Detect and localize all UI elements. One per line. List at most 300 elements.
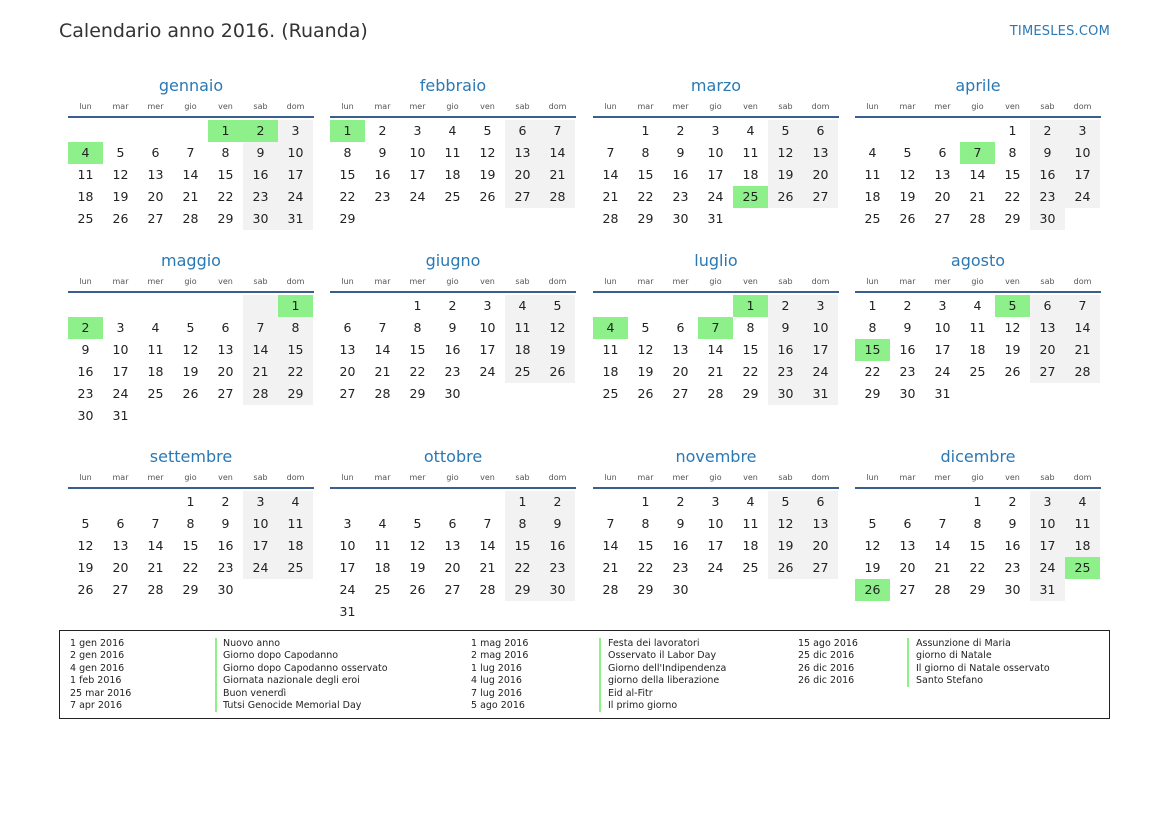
weekday-header: sab: [253, 277, 268, 286]
day-cell: 3: [483, 298, 492, 313]
day-cell: 26: [637, 386, 654, 401]
day-cell: 24: [1039, 560, 1056, 575]
weekday-header: ven: [743, 102, 758, 111]
day-cell: 30: [77, 408, 94, 423]
day-cell: 8: [746, 320, 755, 335]
day-cell: 7: [606, 145, 615, 160]
weekday-header: sab: [253, 473, 268, 482]
day-cell: 19: [899, 189, 916, 204]
day-cell: 30: [777, 386, 794, 401]
weekday-header: sab: [1040, 102, 1055, 111]
day-cell: 23: [672, 189, 689, 204]
legend-date: 2 gen 2016: [70, 650, 125, 662]
holiday-day-cell: 25: [1065, 557, 1100, 579]
legend-holiday-name: Giornata nazionale degli eroi: [223, 675, 360, 687]
day-cell: 26: [112, 211, 129, 226]
weekday-header: ven: [218, 473, 233, 482]
day-cell: 14: [374, 342, 391, 357]
day-cell: 15: [969, 538, 986, 553]
day-cell: 22: [864, 364, 881, 379]
day-cell: 11: [602, 342, 619, 357]
day-cell: 17: [707, 538, 724, 553]
day-cell: 23: [777, 364, 794, 379]
day-cell: 11: [147, 342, 164, 357]
holiday-day-cell: 25: [733, 186, 768, 208]
day-cell: 25: [864, 211, 881, 226]
day-cell: 3: [343, 516, 352, 531]
day-cell: 19: [479, 167, 496, 182]
day-cell: 1: [641, 123, 650, 138]
weekday-header: mar: [374, 277, 391, 286]
day-cell: 25: [77, 211, 94, 226]
day-cell: 3: [711, 494, 720, 509]
day-cell: 27: [339, 386, 356, 401]
day-cell: 13: [339, 342, 356, 357]
day-cell: 24: [339, 582, 356, 597]
weekday-header: dom: [811, 277, 830, 286]
day-cell: 2: [448, 298, 457, 313]
day-cell: 30: [444, 386, 461, 401]
day-cell: 17: [409, 167, 426, 182]
day-cell: 21: [374, 364, 391, 379]
weekday-header: lun: [79, 102, 92, 111]
day-cell: 20: [217, 364, 234, 379]
day-cell: 22: [514, 560, 531, 575]
day-cell: 14: [1074, 320, 1091, 335]
day-cell: 12: [77, 538, 94, 553]
weekday-header: lun: [866, 277, 879, 286]
day-cell: 11: [77, 167, 94, 182]
day-cell: 20: [514, 167, 531, 182]
day-cell: 5: [413, 516, 422, 531]
day-cell: 18: [742, 538, 759, 553]
day-cell: 19: [777, 538, 794, 553]
day-cell: 2: [1008, 494, 1017, 509]
weekday-header: mer: [147, 277, 164, 286]
weekday-header: dom: [286, 102, 305, 111]
month-rule: [68, 116, 314, 118]
day-cell: 13: [899, 538, 916, 553]
day-cell: 8: [186, 516, 195, 531]
day-cell: 18: [147, 364, 164, 379]
day-cell: 15: [742, 342, 759, 357]
day-cell: 2: [221, 494, 230, 509]
day-cell: 16: [77, 364, 94, 379]
day-cell: 7: [378, 320, 387, 335]
day-cell: 8: [343, 145, 352, 160]
day-cell: 27: [112, 582, 129, 597]
day-cell: 9: [676, 516, 685, 531]
day-cell: 17: [707, 167, 724, 182]
day-cell: 9: [256, 145, 265, 160]
weekday-header: lun: [341, 102, 354, 111]
day-cell: 24: [287, 189, 304, 204]
day-cell: 27: [812, 189, 829, 204]
day-cell: 27: [934, 211, 951, 226]
legend-date: 1 mag 2016: [471, 638, 529, 649]
day-cell: 1: [868, 298, 877, 313]
day-cell: 29: [637, 582, 654, 597]
day-cell: 16: [899, 342, 916, 357]
day-cell: 6: [448, 516, 457, 531]
legend-holiday-name: Buon venerdì: [223, 687, 287, 699]
day-cell: 17: [1074, 167, 1091, 182]
weekday-header: mer: [934, 102, 951, 111]
day-cell: 13: [217, 342, 234, 357]
day-cell: 18: [1074, 538, 1091, 553]
day-cell: 9: [903, 320, 912, 335]
weekday-header: lun: [604, 473, 617, 482]
day-cell: 29: [339, 211, 356, 226]
day-cell: 4: [291, 494, 300, 509]
day-cell: 7: [186, 145, 195, 160]
day-cell: 30: [672, 211, 689, 226]
day-cell: 27: [514, 189, 531, 204]
day-cell: 13: [147, 167, 164, 182]
day-cell: 12: [899, 167, 916, 182]
month-rule: [593, 487, 839, 489]
day-cell: 6: [903, 516, 912, 531]
day-cell: 14: [602, 167, 619, 182]
day-cell: 26: [899, 211, 916, 226]
day-cell: 22: [742, 364, 759, 379]
holiday-day-cell: 4: [68, 142, 103, 164]
day-cell: 10: [1074, 145, 1091, 160]
day-cell: 10: [479, 320, 496, 335]
month-rule: [593, 291, 839, 293]
holiday-day-cell: 7: [698, 317, 733, 339]
day-cell: 24: [479, 364, 496, 379]
holiday-day-cell: 2: [68, 317, 103, 339]
day-cell: 6: [816, 123, 825, 138]
day-cell: 26: [777, 189, 794, 204]
day-cell: 19: [549, 342, 566, 357]
day-cell: 30: [1039, 211, 1056, 226]
day-cell: 9: [1043, 145, 1052, 160]
day-cell: 25: [287, 560, 304, 575]
month-rule: [330, 291, 576, 293]
day-cell: 21: [182, 189, 199, 204]
day-cell: 25: [147, 386, 164, 401]
day-cell: 30: [1004, 582, 1021, 597]
weekday-header: ven: [1005, 102, 1020, 111]
day-cell: 10: [707, 145, 724, 160]
weekday-header: dom: [548, 102, 567, 111]
day-cell: 26: [777, 560, 794, 575]
day-cell: 3: [413, 123, 422, 138]
day-cell: 20: [934, 189, 951, 204]
weekday-header: ven: [480, 473, 495, 482]
weekday-header: mar: [637, 277, 654, 286]
day-cell: 22: [182, 560, 199, 575]
day-cell: 14: [934, 538, 951, 553]
weekday-header: lun: [866, 473, 879, 482]
legend-date: 1 lug 2016: [471, 662, 522, 674]
day-cell: 21: [707, 364, 724, 379]
day-cell: 10: [707, 516, 724, 531]
legend-date: 15 ago 2016: [798, 638, 858, 649]
day-cell: 4: [518, 298, 527, 313]
legend-date: 4 lug 2016: [471, 675, 522, 687]
day-cell: 12: [182, 342, 199, 357]
legend-holiday-name: Osservato il Labor Day: [608, 650, 717, 662]
day-cell: 20: [812, 167, 829, 182]
day-cell: 17: [934, 342, 951, 357]
day-cell: 11: [742, 516, 759, 531]
day-cell: 29: [217, 211, 234, 226]
month-name: dicembre: [940, 447, 1016, 466]
day-cell: 26: [1004, 364, 1021, 379]
day-cell: 29: [409, 386, 426, 401]
day-cell: 8: [641, 516, 650, 531]
month-luglio: [593, 250, 839, 440]
day-cell: 31: [339, 604, 356, 619]
legend-holiday-name: Il giorno di Natale osservato: [916, 662, 1050, 674]
day-cell: 13: [112, 538, 129, 553]
day-cell: 18: [969, 342, 986, 357]
page-title: Calendario anno 2016. (Ruanda): [59, 20, 368, 42]
legend-date: 2 mag 2016: [471, 650, 529, 662]
legend-bar-2: [599, 638, 601, 712]
day-cell: 4: [868, 145, 877, 160]
day-cell: 22: [339, 189, 356, 204]
day-cell: 21: [549, 167, 566, 182]
brand-link[interactable]: TIMESLES.COM: [1009, 24, 1110, 39]
weekday-header: mar: [374, 473, 391, 482]
weekday-header: mer: [147, 102, 164, 111]
day-cell: 26: [409, 582, 426, 597]
month-rule: [855, 487, 1101, 489]
day-cell: 11: [287, 516, 304, 531]
day-cell: 5: [781, 494, 790, 509]
month-agosto: [855, 250, 1101, 440]
day-cell: 31: [707, 211, 724, 226]
day-cell: 14: [549, 145, 566, 160]
day-cell: 6: [343, 320, 352, 335]
day-cell: 12: [864, 538, 881, 553]
weekday-header: gio: [971, 277, 984, 286]
day-cell: 18: [602, 364, 619, 379]
day-cell: 23: [252, 189, 269, 204]
month-name: settembre: [149, 447, 233, 466]
legend-holiday-name: Giorno dopo Capodanno osservato: [223, 662, 388, 674]
legend-bar-3: [907, 638, 909, 687]
day-cell: 18: [514, 342, 531, 357]
month-name: giugno: [425, 251, 481, 270]
day-cell: 23: [374, 189, 391, 204]
day-cell: 26: [182, 386, 199, 401]
day-cell: 23: [899, 364, 916, 379]
day-cell: 16: [777, 342, 794, 357]
weekday-header: mar: [112, 102, 129, 111]
day-cell: 4: [1078, 494, 1087, 509]
day-cell: 15: [1004, 167, 1021, 182]
day-cell: 28: [147, 582, 164, 597]
month-name: gennaio: [158, 76, 224, 95]
weekday-header: sab: [515, 277, 530, 286]
day-cell: 11: [742, 145, 759, 160]
day-cell: 10: [252, 516, 269, 531]
day-cell: 10: [1039, 516, 1056, 531]
day-cell: 13: [444, 538, 461, 553]
day-cell: 7: [606, 516, 615, 531]
day-cell: 28: [549, 189, 566, 204]
holiday-day-cell: 1: [733, 295, 768, 317]
day-cell: 14: [147, 538, 164, 553]
day-cell: 24: [812, 364, 829, 379]
day-cell: 24: [409, 189, 426, 204]
month-name: novembre: [675, 447, 757, 466]
day-cell: 12: [777, 145, 794, 160]
day-cell: 2: [676, 494, 685, 509]
day-cell: 3: [711, 123, 720, 138]
day-cell: 18: [742, 167, 759, 182]
day-cell: 31: [1039, 582, 1056, 597]
day-cell: 17: [287, 167, 304, 182]
day-cell: 21: [252, 364, 269, 379]
weekday-header: sab: [778, 473, 793, 482]
weekday-header: sab: [778, 102, 793, 111]
day-cell: 13: [1039, 320, 1056, 335]
day-cell: 25: [742, 560, 759, 575]
day-cell: 9: [378, 145, 387, 160]
day-cell: 21: [147, 560, 164, 575]
day-cell: 28: [479, 582, 496, 597]
legend-date: 26 dic 2016: [798, 675, 855, 687]
day-cell: 12: [1004, 320, 1021, 335]
day-cell: 20: [112, 560, 129, 575]
weekday-header: mar: [899, 277, 916, 286]
day-cell: 17: [1039, 538, 1056, 553]
holiday-day-cell: 2: [243, 120, 278, 142]
day-cell: 29: [742, 386, 759, 401]
day-cell: 20: [672, 364, 689, 379]
day-cell: 19: [112, 189, 129, 204]
day-cell: 12: [479, 145, 496, 160]
day-cell: 14: [182, 167, 199, 182]
day-cell: 27: [1039, 364, 1056, 379]
day-cell: 8: [973, 516, 982, 531]
day-cell: 28: [707, 386, 724, 401]
day-cell: 17: [339, 560, 356, 575]
day-cell: 8: [641, 145, 650, 160]
day-cell: 15: [182, 538, 199, 553]
day-cell: 11: [1074, 516, 1091, 531]
day-cell: 25: [969, 364, 986, 379]
day-cell: 6: [518, 123, 527, 138]
day-cell: 29: [969, 582, 986, 597]
weekday-header: mar: [899, 102, 916, 111]
legend-bar-1: [215, 638, 217, 712]
day-cell: 17: [812, 342, 829, 357]
day-cell: 1: [973, 494, 982, 509]
day-cell: 2: [903, 298, 912, 313]
day-cell: 4: [746, 494, 755, 509]
month-rule: [855, 291, 1101, 293]
day-cell: 22: [287, 364, 304, 379]
day-cell: 9: [448, 320, 457, 335]
day-cell: 11: [444, 145, 461, 160]
legend-dates-col-1: [70, 638, 131, 712]
weekday-header: lun: [79, 473, 92, 482]
day-cell: 15: [637, 167, 654, 182]
day-cell: 29: [182, 582, 199, 597]
month-maggio: [68, 250, 314, 440]
month-name: ottobre: [423, 447, 483, 466]
day-cell: 23: [549, 560, 566, 575]
holiday-day-cell: 26: [855, 579, 890, 601]
legend-holiday-name: Assunzione di Maria: [916, 638, 1011, 649]
holiday-day-cell: 1: [208, 120, 243, 142]
day-cell: 18: [374, 560, 391, 575]
day-cell: 2: [1043, 123, 1052, 138]
holiday-day-cell: 4: [593, 317, 628, 339]
day-cell: 15: [217, 167, 234, 182]
day-cell: 1: [518, 494, 527, 509]
day-cell: 5: [116, 145, 125, 160]
weekday-header: gio: [709, 277, 722, 286]
weekday-header: gio: [709, 473, 722, 482]
day-cell: 25: [444, 189, 461, 204]
month-rule: [593, 116, 839, 118]
month-rule: [68, 487, 314, 489]
day-cell: 19: [777, 167, 794, 182]
legend-names-col-3: [916, 638, 1050, 688]
legend-names-col-1: [223, 638, 388, 712]
weekday-header: mar: [899, 473, 916, 482]
day-cell: 13: [812, 145, 829, 160]
day-cell: 4: [746, 123, 755, 138]
legend-holiday-name: Giorno dopo Capodanno: [223, 650, 339, 662]
day-cell: 17: [112, 364, 129, 379]
day-cell: 30: [217, 582, 234, 597]
weekday-header: ven: [1005, 473, 1020, 482]
day-cell: 28: [934, 582, 951, 597]
day-cell: 9: [676, 145, 685, 160]
weekday-header: dom: [548, 473, 567, 482]
weekday-header: dom: [286, 277, 305, 286]
day-cell: 30: [252, 211, 269, 226]
day-cell: 24: [112, 386, 129, 401]
day-cell: 16: [374, 167, 391, 182]
weekday-header: mar: [637, 102, 654, 111]
month-gennaio: [68, 75, 314, 265]
day-cell: 28: [252, 386, 269, 401]
day-cell: 9: [1008, 516, 1017, 531]
month-rule: [68, 291, 314, 293]
day-cell: 31: [112, 408, 129, 423]
day-cell: 20: [444, 560, 461, 575]
day-cell: 1: [1008, 123, 1017, 138]
day-cell: 4: [448, 123, 457, 138]
month-aprile: [855, 75, 1101, 265]
weekday-header: mar: [637, 473, 654, 482]
weekday-header: mar: [374, 102, 391, 111]
day-cell: 22: [409, 364, 426, 379]
day-cell: 4: [151, 320, 160, 335]
day-cell: 30: [672, 582, 689, 597]
day-cell: 9: [81, 342, 90, 357]
day-cell: 7: [938, 516, 947, 531]
weekday-header: lun: [79, 277, 92, 286]
month-name: maggio: [161, 251, 221, 270]
day-cell: 7: [483, 516, 492, 531]
weekday-header: mer: [147, 473, 164, 482]
day-cell: 31: [812, 386, 829, 401]
legend-dates-col-3: [798, 638, 858, 688]
day-cell: 31: [934, 386, 951, 401]
holiday-day-cell: 7: [960, 142, 995, 164]
